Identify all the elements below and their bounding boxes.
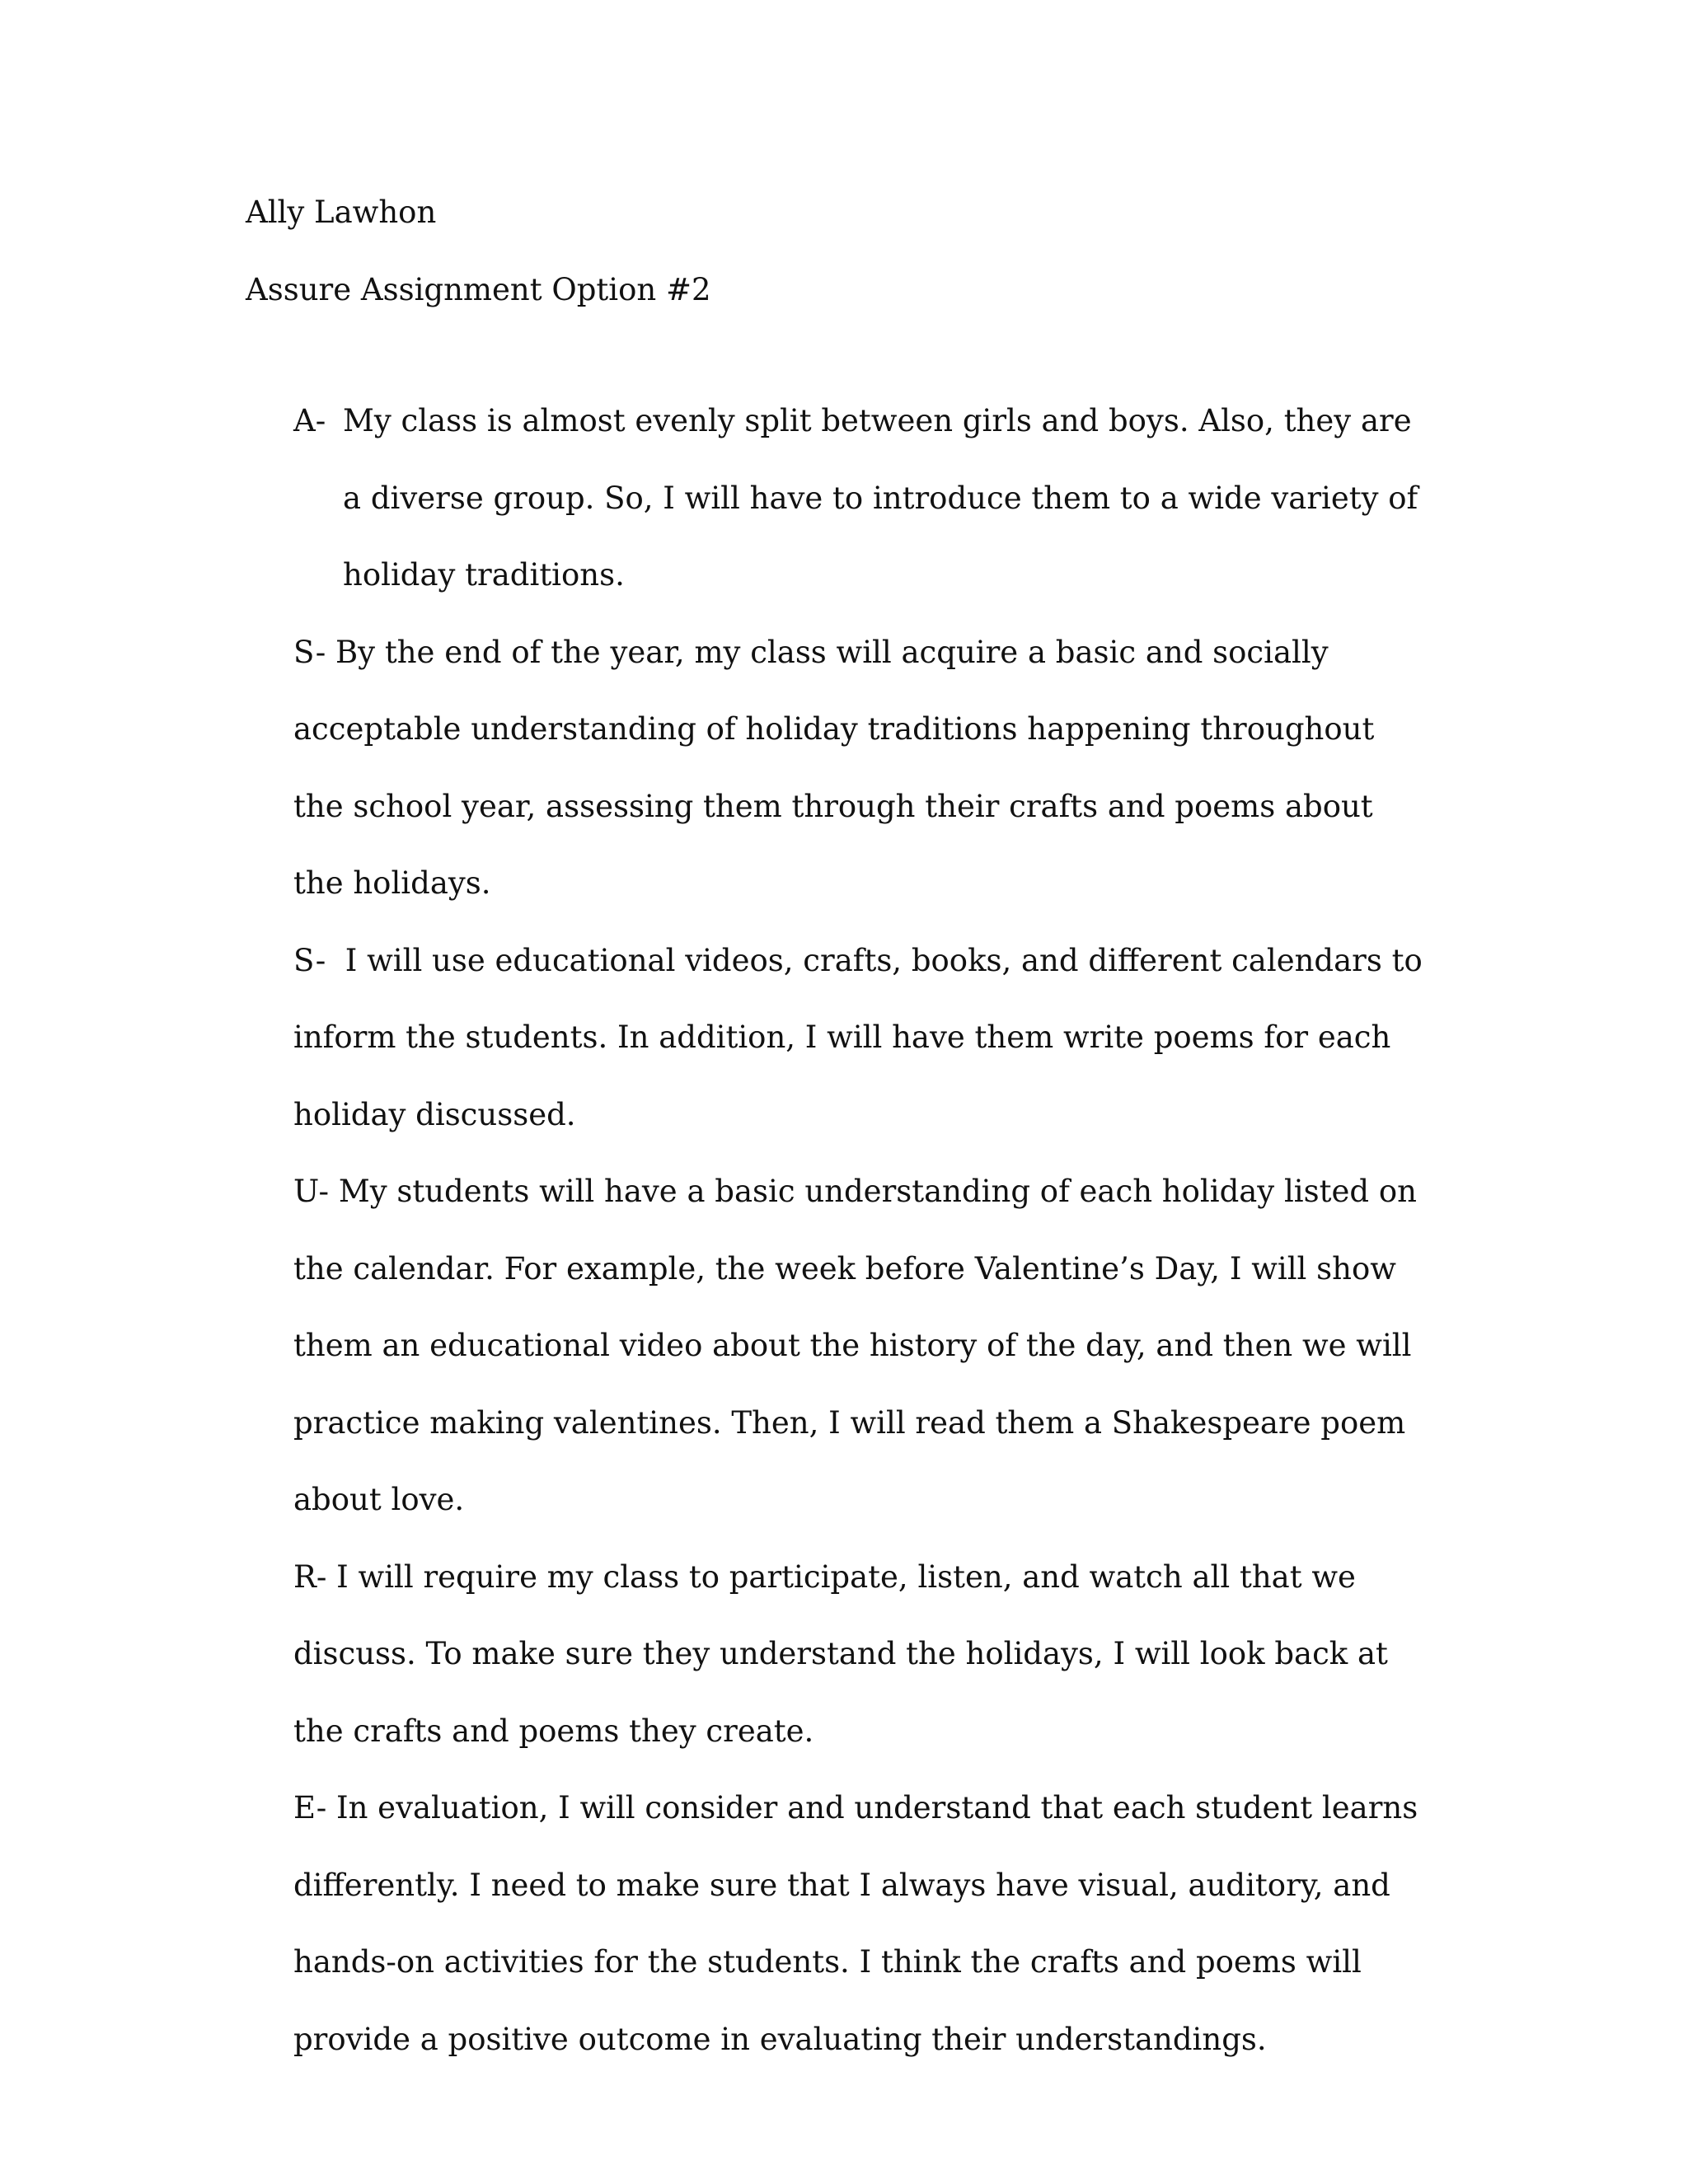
section-s1-paragraph	[293, 614, 1431, 922]
section-s1-text: By the end of the year, my class will acquire a basic and socially acceptable understanding of holiday traditions happening throughout the school year, assessing them through their crafts and poems about the holidays.	[293, 634, 1375, 901]
section-r-marker: R-	[293, 1558, 327, 1595]
section-e-text: In evaluation, I will consider and understand that each student learns differently. I need to make sure that I always have visual, auditory, and hands-on activities for the students. I think the crafts and poems will provide a positive outcome in evaluating their understandings.	[293, 1790, 1418, 2057]
section-a-text: My class is almost evenly split between girls and boys. Also, they are a diverse group. So, I will have to introduce them to a wide variety of holiday traditions.	[343, 403, 1418, 593]
section-s2-paragraph	[293, 922, 1431, 1154]
section-u-text: My students will have a basic understanding of each holiday listed on the calendar. For example, the week before Valentine’s Day, I will show them an educational video about the history of the day, and then we will practice making valentines. Then, I will read them a Shakespeare poem about love.	[293, 1174, 1417, 1517]
section-r-text: I will require my class to participate, listen, and watch all that we discuss. To make sure they understand the holidays, I will look back at the crafts and poems they create.	[293, 1558, 1388, 1749]
section-a-paragraph	[293, 382, 1431, 614]
section-r-paragraph	[293, 1539, 1431, 1770]
section-u-paragraph	[293, 1153, 1431, 1539]
section-a-marker: A-	[293, 403, 326, 438]
section-s2-marker: S-	[293, 942, 326, 978]
section-e-marker: E-	[293, 1790, 327, 1825]
assignment-title: Assure Assignment Option #2	[246, 272, 711, 307]
author-name: Ally Lawhon	[246, 194, 437, 230]
section-s1-marker: S-	[293, 634, 326, 670]
section-u-marker: U-	[293, 1174, 330, 1209]
assure-body	[293, 382, 1431, 2078]
section-e-paragraph	[293, 1769, 1431, 2078]
section-s2-text: I will use educational videos, crafts, books, and different calendars to inform the students. In addition, I will have them write poems for each holiday discussed.	[293, 942, 1423, 1132]
